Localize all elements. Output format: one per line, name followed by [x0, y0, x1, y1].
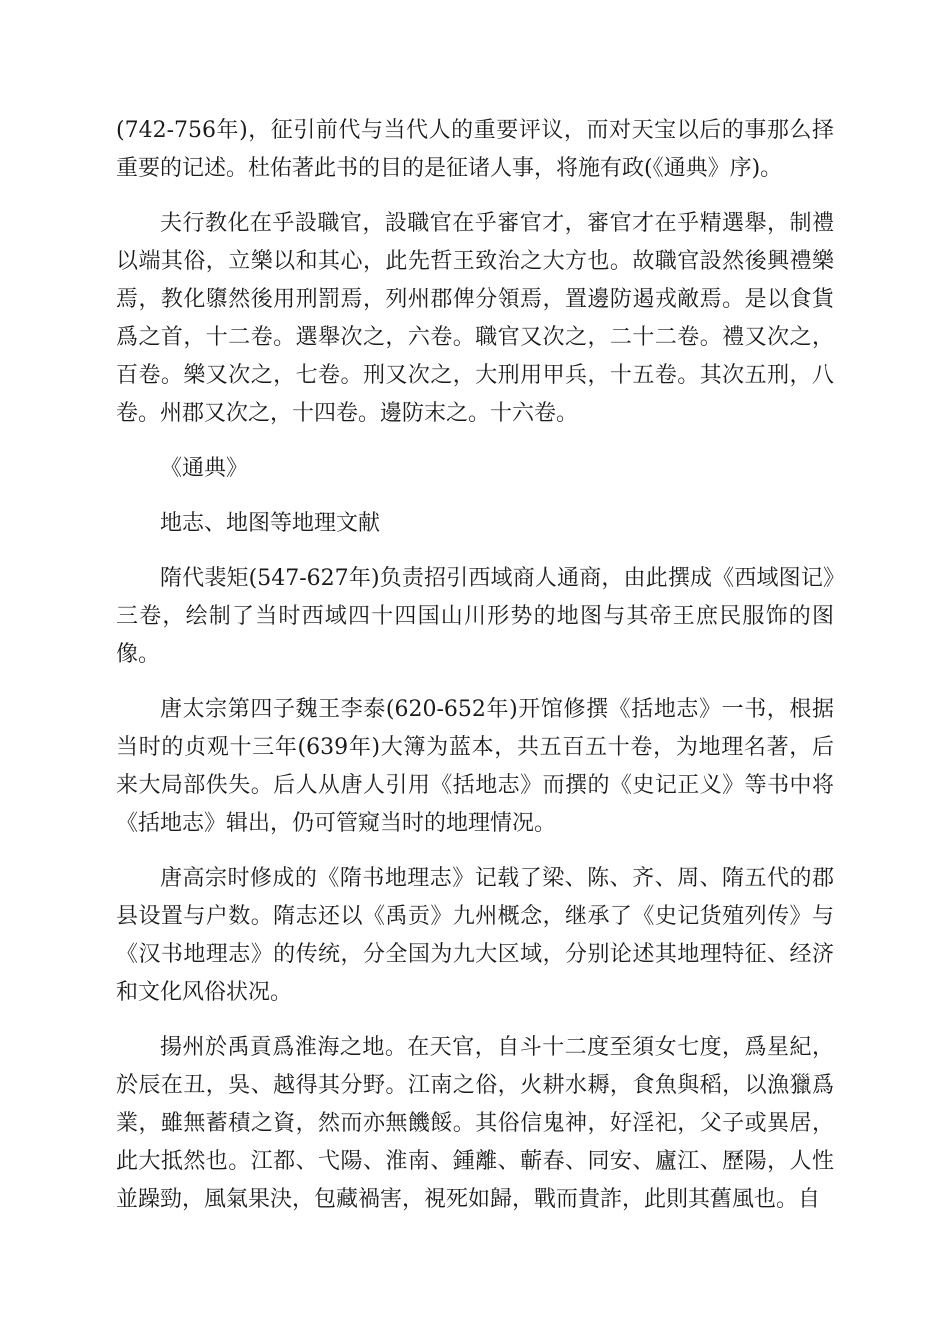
document-body	[116, 112, 834, 1236]
paragraph-tongdian-intro: (742-756年)，征引前代与当代人的重要评议，而对天宝以后的事那么择重要的记述。杜佑著此书的目的是征诸人事，将施有政(《通典》序)。	[116, 118, 834, 181]
paragraph-suishu-dilizhi: 唐高宗时修成的《隋书地理志》记载了梁、陈、齐、周、隋五代的郡县设置与户数。隋志还以《禹贡》九州概念，继承了《史记货殖列传》与《汉书地理志》的传统，分全国为九大区域，分别论述其地理特征、经济和文化风俗状况。	[116, 866, 834, 1005]
paragraph-tongdian-quote: 夫行教化在乎設職官，設職官在乎審官才，審官才在乎精選舉，制禮以端其俗，立樂以和其心，此先哲王致治之大方也。故職官設然後興禮樂焉，教化隳然後用刑罰焉，列州郡俾分領焉，置邊防遏戎敵焉。是以食貨爲之首，十二卷。選舉次之，六卷。職官又次之，二十二卷。禮又次之，百卷。樂又次之，七卷。刑又次之，大刑用甲兵，十五卷。其次五刑，八卷。州郡又次之，十四卷。邊防末之。十六卷。	[116, 211, 834, 426]
section-heading-geography: 地志、地图等地理文献	[160, 511, 381, 536]
paragraph-yangzhou-quote: 揚州於禹貢爲淮海之地。在天官，自斗十二度至須女七度，爲星紀，於辰在丑，吳、越得其分野。江南之俗，火耕水耨，食魚與稻，以漁獵爲業，雖無蓄積之資，然而亦無饑餒。其俗信鬼神，好淫祀，父子或異居，此大抵然也。江都、弋陽、淮南、鍾離、蘄春、同安、廬江、歷陽，人性並躁勁，風氣果決，包藏禍害，視死如歸，戰而貴詐，此則其舊風也。自	[116, 1035, 834, 1212]
paragraph-kuodizhi: 唐太宗第四子魏王李泰(620-652年)开馆修撰《括地志》一书，根据当时的贞观十三年(639年)大簿为蓝本，共五百五十卷，为地理名著，后来大局部佚失。后人从唐人引用《括地志》而撰的《史记正义》等书中将《括地志》辑出，仍可管窥当时的地理情况。	[116, 697, 834, 836]
paragraph-xiyu-tuji: 隋代裴矩(547-627年)负责招引西域商人通商，由此撰成《西域图记》三卷，绘制了当时西域四十四国山川形势的地图与其帝王庶民服饰的图像。	[116, 566, 834, 667]
paragraph-tongdian-source: 《通典》	[160, 456, 249, 481]
